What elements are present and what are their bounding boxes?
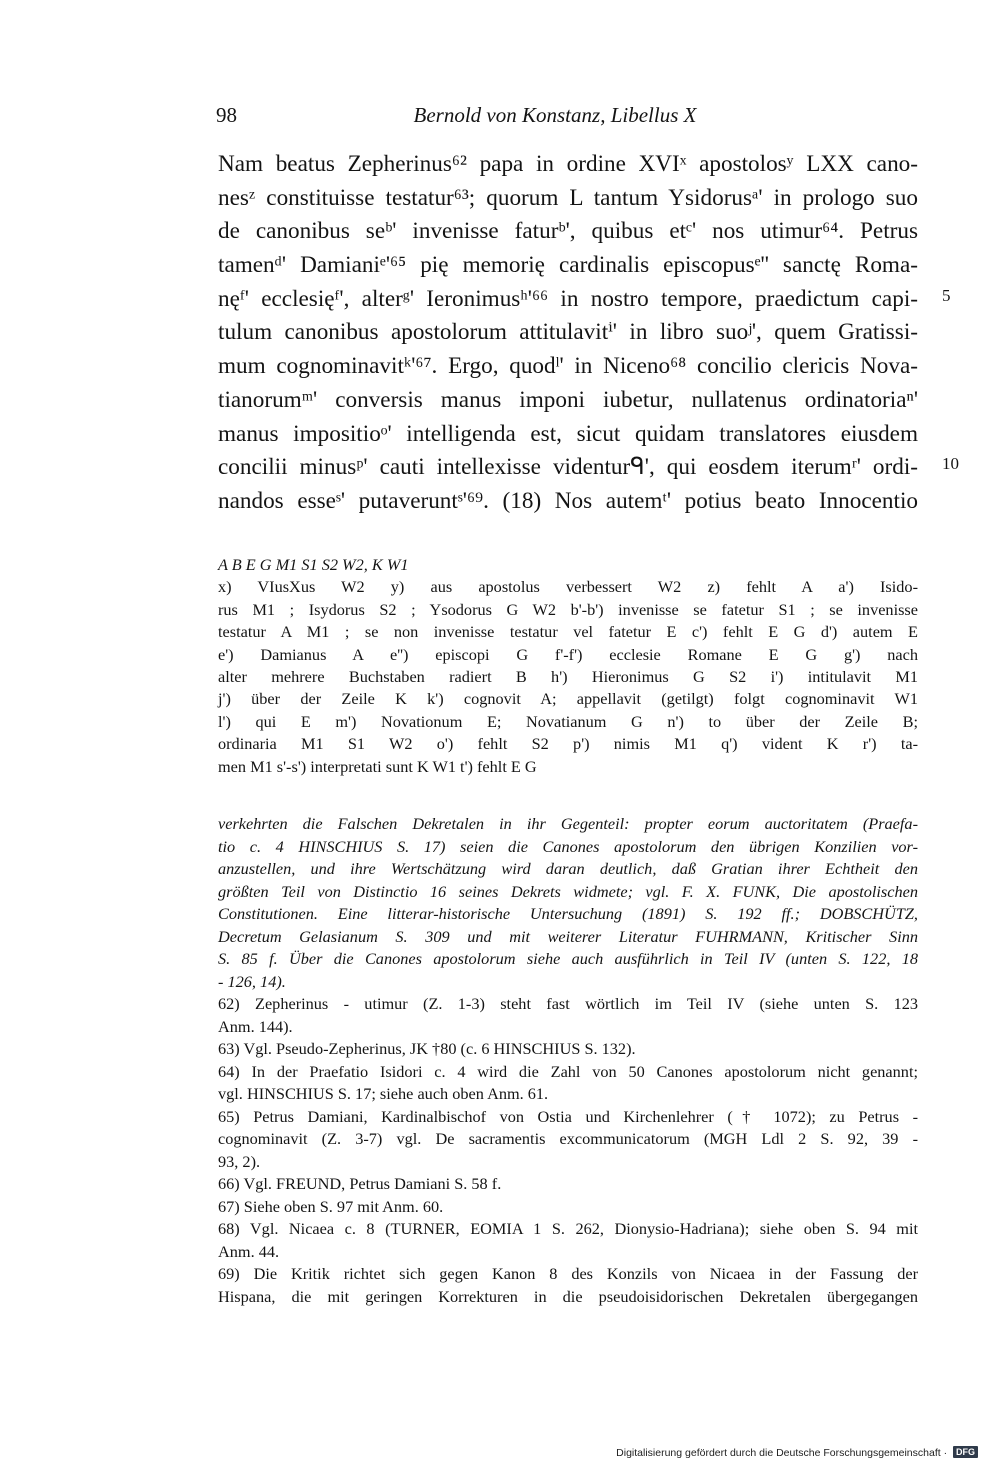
apparatus-line: e') Damianus A e'') episcopi G f'-f') ecclesie Romane E G g') nach xyxy=(218,644,918,664)
footnote-line: Hispana, die mit geringen Korrekturen in die pseudoisidorischen Dekretalen übergegangen xyxy=(218,1286,918,1306)
footnote-line: S. 85 f. Über die Canones apostolorum siehe auch ausführlich in Teil IV (unten S. 122, 18 xyxy=(218,949,918,968)
main-text-line: nęᶠ' ecclesięᶠ', alterᵍ' Ieronimusʰ'⁶⁶ in nostro tempore, praedictum capi- xyxy=(218,285,918,312)
footnote-line: 68) Vgl. Nicaea c. 8 (TURNER, EOMIA 1 S. 262, Dionysio-Hadriana); siehe oben S. 94 mit xyxy=(218,1219,918,1238)
apparatus-line: x) VIusXus W2 y) aus apostolus verbessert W2 z) fehlt A a') Isido- xyxy=(218,577,918,597)
footnotes xyxy=(218,813,918,1308)
apparatus-line: ordinaria M1 S1 W2 o') fehlt S2 p') nimis M1 q') vident K r') ta- xyxy=(218,734,918,754)
dfg-logo: DFG xyxy=(953,1446,978,1458)
footnote-continuation xyxy=(218,813,918,993)
line-number-10: 10 xyxy=(942,454,959,473)
apparatus-line: alter mehrere Buchstaben radiert B h') Hieronimus G S2 i') intitulavit M1 xyxy=(218,666,918,686)
main-text-line: Nam beatus Zepherinus⁶² papa in ordine XVIˣ apostolosʸ LXX cano- xyxy=(218,151,918,177)
footnote-line: cognominavit (Z. 3-7) vgl. De sacramentis excommunicatorum (MGH Ldl 2 S. 92, 39 - xyxy=(218,1129,918,1148)
apparatus-sigla: A B E G M1 S1 S2 W2, K W1 xyxy=(218,555,409,574)
apparatus-line: men M1 s'-s') interpretati sunt K W1 t') fehlt E G xyxy=(218,756,537,776)
main-text-line: nesᶻ constituisse testatur⁶³; quorum L tantum Ysidorusᵃ' in prologo suo xyxy=(218,184,918,211)
footnote-62 xyxy=(218,993,918,1038)
footnote-line: Constitutionen. Eine litterar-historische Untersuchung (1891) S. 192 ff.; DOBSCHÜTZ, xyxy=(218,904,918,923)
running-head: Bernold von Konstanz, Libellus X xyxy=(413,103,697,127)
main-text-line: tianorumᵐ' conversis manus imponi iubetur, nullatenus ordinatoriaⁿ' xyxy=(218,386,918,413)
main-text-line: tamenᵈ' Damianiᵉ'⁶⁵ pię memorię cardinalis episcopusᵉ'' sanctę Roma- xyxy=(218,252,918,279)
footnote-line: 93, 2). xyxy=(218,1151,261,1171)
footnote-line: größten Teil von Distinctio 16 seines Dekrets widmete; vgl. F. X. FUNK, Die apostolischen xyxy=(218,881,918,901)
footnote-line: Anm. 144). xyxy=(218,1016,293,1036)
footnote-68 xyxy=(218,1218,918,1263)
main-text-line: mum cognominavitᵏ'⁶⁷. Ergo, quodˡ' in Niceno⁶⁸ concilio clericis Nova- xyxy=(218,353,918,380)
apparatus-line: j') über der Zeile K k') cognovit A; appellavit (getilgt) folgt cognominavit W1 xyxy=(218,689,918,709)
footnote-67 xyxy=(218,1196,918,1219)
footnote-64 xyxy=(218,1061,918,1106)
footnote-line: 69) Die Kritik richtet sich gegen Kanon 8 des Konzils von Nicaea in der Fassung der xyxy=(218,1264,918,1283)
digitization-credit xyxy=(616,1446,978,1459)
footnote-65 xyxy=(218,1106,918,1174)
footnote-63 xyxy=(218,1038,918,1061)
main-text-line: de canonibus seᵇ' invenisse faturᵇ', quibus etᶜ' nos utimur⁶⁴. Petrus xyxy=(218,218,918,245)
footnote-69 xyxy=(218,1263,918,1308)
footnote-line: Decretum Gelasianum S. 309 und mit weiterer Literatur FUHRMANN, Kritischer Sinn xyxy=(218,926,918,946)
footnote-line: Anm. 44. xyxy=(218,1241,280,1261)
main-text-line: concilii minusᵖ' cauti intellexisse videnturᑫ', qui eosdem iterumʳ' ordi- xyxy=(218,454,918,481)
footnote-line: 62) Zepherinus - utimur (Z. 1-3) steht fast wörtlich im Teil IV (siehe unten S. 123 xyxy=(218,994,918,1013)
main-text-line: nandos esseˢ' putaveruntˢ'⁶⁹. (18) Nos autemᵗ' potius beato Innocentio xyxy=(218,487,918,514)
apparatus-line: rus M1 ; Isydorus S2 ; Ysodorus G W2 b'-b') invenisse se fatetur S1 ; se invenisse xyxy=(218,599,918,619)
footnote-line: vgl. HINSCHIUS S. 17; siehe auch oben Anm. 61. xyxy=(218,1084,549,1103)
main-text-line: tulum canonibus apostolorum attitulavitⁱ' in libro suoʲ', quem Gratissi- xyxy=(218,319,918,346)
main-text xyxy=(218,148,918,519)
footnote-line: anzustellen, und ihre Wertschätzung wird daran deutlich, daß Gratian ihrer Echtheit den xyxy=(218,859,918,878)
apparatus-line: testatur A M1 ; se non invenisse testatur vel fatetur E c') fehlt E G d') autem E xyxy=(218,622,918,642)
apparatus-line: l') qui E m') Novationum E; Novatianum G n') to über der Zeile B; xyxy=(218,711,918,731)
critical-apparatus xyxy=(218,554,918,778)
footnote-66 xyxy=(218,1173,918,1196)
footnote-line: 67) Siehe oben S. 97 mit Anm. 60. xyxy=(218,1196,444,1216)
footnote-line: - 126, 14). xyxy=(218,971,286,991)
footnote-line: 66) Vgl. FREUND, Petrus Damiani S. 58 f. xyxy=(218,1174,502,1193)
footnote-line: 65) Petrus Damiani, Kardinalbischof von Ostia und Kirchenlehrer († 1072); zu Petrus - xyxy=(218,1106,918,1126)
credit-text: Digitalisierung gefördert durch die Deutsche Forschungsgemeinschaft · xyxy=(616,1447,948,1459)
footnote-line: verkehrten die Falschen Dekretalen in ihr Gegenteil: propter eorum auctoritatem (Praefa- xyxy=(218,814,918,833)
footnote-line: 63) Vgl. Pseudo-Zepherinus, JK †80 (c. 6 HINSCHIUS S. 132). xyxy=(218,1039,636,1058)
footnote-line: 64) In der Praefatio Isidori c. 4 wird die Zahl von 50 Canones apostolorum nicht genannt; xyxy=(218,1061,918,1081)
main-text-line: manus impositioᵒ' intelligenda est, sicut quidam translatores eiusdem xyxy=(218,420,918,447)
page-number: 98 xyxy=(216,103,237,127)
line-number-5: 5 xyxy=(942,286,951,305)
footnote-line: tio c. 4 HINSCHIUS S. 17) seien die Canones apostolorum den übrigen Konzilien vor- xyxy=(218,836,918,856)
